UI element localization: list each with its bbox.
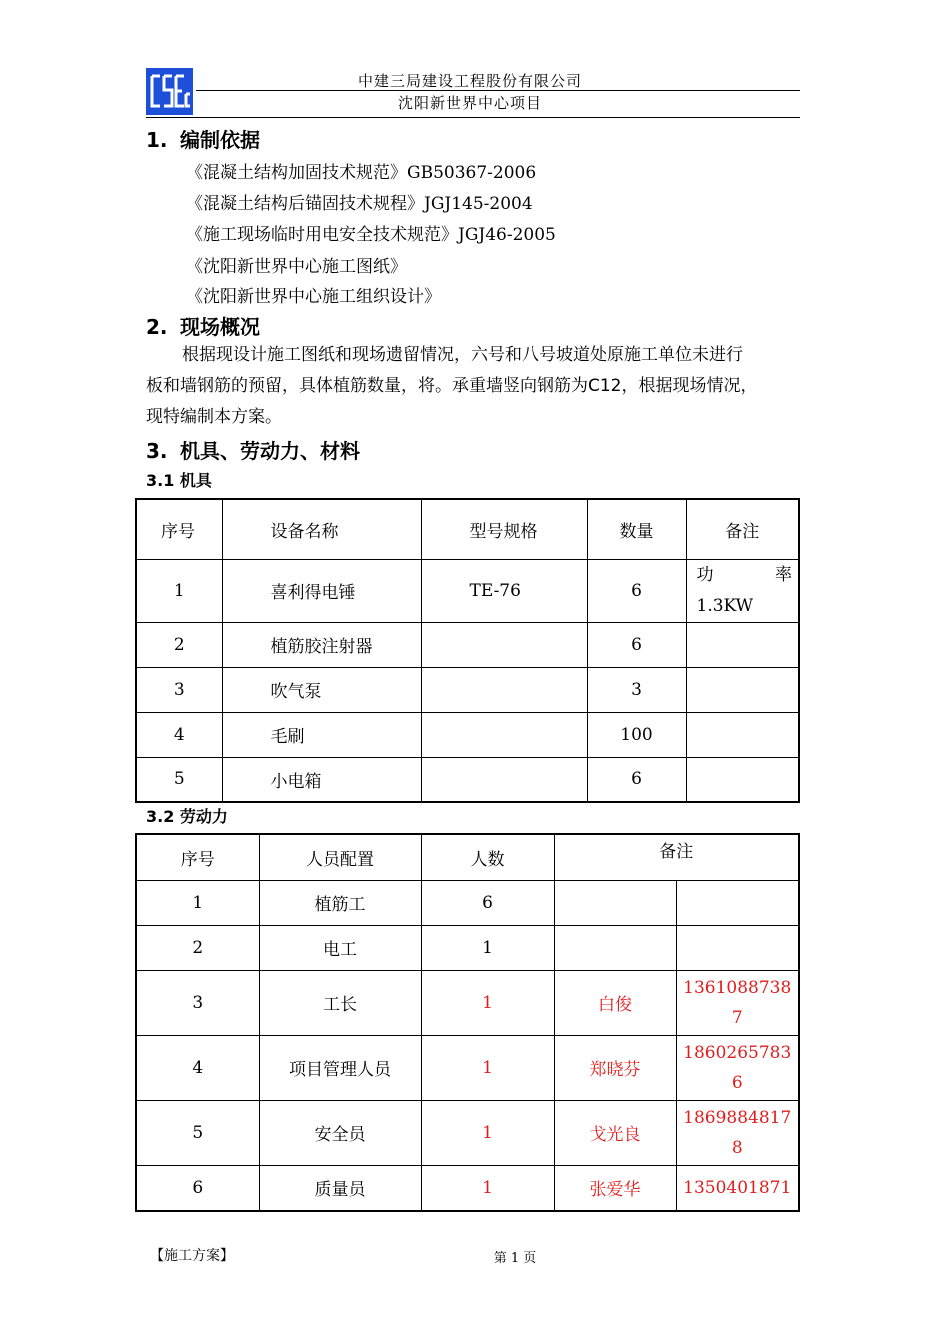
header-company: 中建三局建设工程股份有限公司: [357, 72, 582, 90]
equipment-table: [135, 498, 800, 803]
section-1-heading: 1. 编制依据: [146, 128, 260, 152]
header-rule: [196, 90, 800, 91]
table-row: 4 项目管理人员 1 郑晓芬 1860265783 6: [136, 1035, 799, 1100]
overview-paragraph: 根据现设计施工图纸和现场遗留情况，六号和八号坡道处原施工单位未进行 板和墙钢筋的预留，具体植筋数量，将。承重墙竖向钢筋为C12，根据现场情况， 现特编制本方案。: [146, 345, 758, 427]
header-cell: 序号: [136, 834, 259, 880]
reference-item: 《混凝土结构加固技术规范》GB50367-2006: [186, 163, 537, 183]
subsection-equipment: 3.1 机具: [146, 471, 212, 490]
table-row: 2 电工 1: [136, 925, 799, 970]
header-cell: 序号: [136, 499, 222, 559]
header-cell: 设备名称: [222, 499, 421, 559]
page-number: 第 1 页: [493, 1251, 537, 1266]
table-row: 1 喜利得电锤 TE-76 6 功 率 1.3KW: [136, 559, 799, 622]
subsection-labor: 3.2 劳动力: [146, 807, 228, 826]
reference-item: 《施工现场临时用电安全技术规范》JGJ46-2005: [186, 225, 556, 245]
table-row: 4 毛刷 100: [136, 712, 799, 757]
table-row: 5 小电箱 6: [136, 757, 799, 802]
header-cell: 数量: [587, 499, 686, 559]
table-row: 6 质量员 1 张爱华 1350401871: [136, 1165, 799, 1211]
header-cell: 备注: [686, 499, 799, 559]
table-row: 3 工长 1 白俊 1361088738 7: [136, 970, 799, 1035]
table-row: 1 植筋工 6: [136, 880, 799, 925]
table-row: 2 植筋胶注射器 6: [136, 622, 799, 667]
header-cell: 人数: [421, 834, 554, 880]
reference-item: 《混凝土结构后锚固技术规程》JGJ145-2004: [186, 194, 533, 214]
header-project: 沈阳新世界中心项目: [397, 94, 542, 112]
section-3-heading: 3. 机具、劳动力、材料: [146, 439, 360, 463]
reference-item: 《沈阳新世界中心施工组织设计》: [186, 287, 441, 307]
table-header-row: [136, 834, 799, 880]
header-rule-bottom: [146, 117, 800, 118]
company-logo: [146, 68, 193, 115]
section-2-heading: 2. 现场概况: [146, 315, 260, 339]
table-header-row: [136, 499, 799, 559]
header-cell: 备注: [554, 834, 799, 880]
footer-label: 【施工方案】: [150, 1248, 234, 1264]
cscec-logo-icon: [146, 68, 193, 115]
labor-table: [135, 833, 800, 1212]
header-cell: 人员配置: [259, 834, 421, 880]
table-row: 5 安全员 1 戈光良 1869884817 8: [136, 1100, 799, 1165]
table-row: 3 吹气泵 3: [136, 667, 799, 712]
reference-item: 《沈阳新世界中心施工图纸》: [186, 257, 407, 277]
header-cell: 型号规格: [421, 499, 587, 559]
